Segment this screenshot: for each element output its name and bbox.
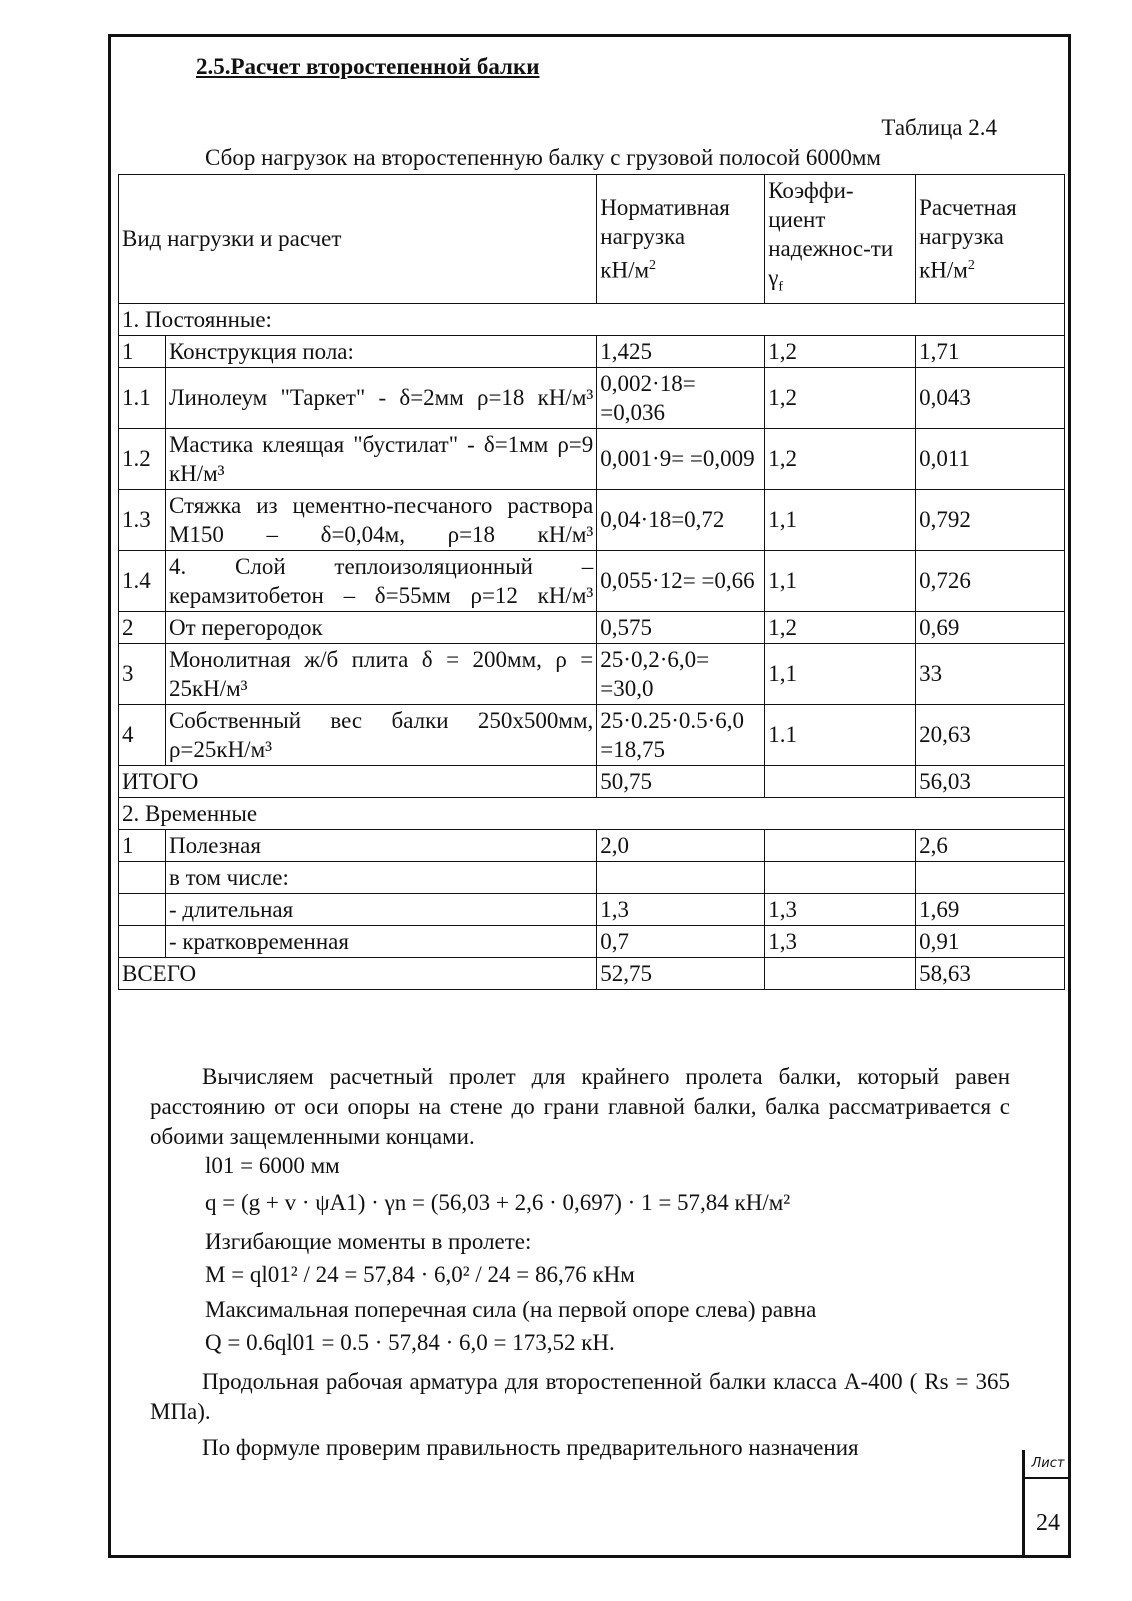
table-row	[119, 829, 1065, 861]
row-design: 20,63	[916, 704, 1065, 765]
paragraph-reinforcement: Продольная рабочая арматура для второстепенной балки класса А-400 ( Rs = 365 МПа).	[150, 1369, 1010, 1424]
section-row	[119, 797, 1065, 829]
row-coef: 1,1	[765, 643, 916, 704]
row-design: 2,6	[916, 829, 1065, 861]
row-name: Монолитная ж/б плита δ = 200мм, ρ = 25кН/м³	[165, 643, 596, 704]
section-row	[119, 303, 1065, 335]
row-num: 1.4	[119, 550, 166, 611]
row-num: 1	[119, 335, 166, 367]
row-norm: 0,002·18= =0,036	[597, 367, 765, 428]
row-name: Конструкция пола:	[165, 335, 596, 367]
row-name: 4. Слой теплоизоляционный – керамзитобетон – δ=55мм ρ=12 кН/м³	[165, 550, 596, 611]
row-design: 1,71	[916, 335, 1065, 367]
row-design	[916, 861, 1065, 893]
row-coef: 1,1	[765, 489, 916, 550]
row-coef: 1,2	[765, 611, 916, 643]
header-coef: Коэффи- циент надежнос-ти $\gamma_f$	[765, 175, 916, 304]
row-norm: 0,001·9= =0,009	[597, 428, 765, 489]
table-row	[119, 335, 1065, 367]
table-header-row	[119, 175, 1065, 304]
table-row	[119, 643, 1065, 704]
table-row	[119, 428, 1065, 489]
row-num: 1.3	[119, 489, 166, 550]
table-row	[119, 611, 1065, 643]
row-design: 1,69	[916, 893, 1065, 925]
table-caption: Сбор нагрузок на второстепенную балку с грузовой полосой 6000мм	[205, 145, 881, 170]
row-norm: 2,0	[597, 829, 765, 861]
page-number: 24	[1036, 1510, 1060, 1536]
row-num: 3	[119, 643, 166, 704]
row-num	[119, 925, 166, 957]
table-row	[119, 367, 1065, 428]
grand-total-row	[119, 957, 1065, 989]
loads-table	[118, 174, 1065, 990]
row-name: - длительная	[165, 893, 596, 925]
row-num	[119, 861, 166, 893]
row-design: 0,69	[916, 611, 1065, 643]
row-norm: 0,575	[597, 611, 765, 643]
row-norm: 25·0,2·6,0= =30,0	[597, 643, 765, 704]
row-coef: 1.1	[765, 704, 916, 765]
section-permanent: 1. Постоянные:	[119, 303, 1065, 335]
table-row	[119, 925, 1065, 957]
table-label: Таблица 2.4	[881, 115, 997, 140]
text-moments: Изгибающие моменты в пролете:	[205, 1229, 532, 1254]
row-design: 0,043	[916, 367, 1065, 428]
row-num	[119, 893, 166, 925]
row-name: Собственный вес балки 250х500мм, ρ=25кН/м³	[165, 704, 596, 765]
row-design: 0,011	[916, 428, 1065, 489]
header-normative: Нормативная нагрузка $кН/м^2$	[597, 175, 765, 304]
row-name: Линолеум "Таркет" - δ=2мм ρ=18 кН/м³	[165, 367, 596, 428]
grand-total-coef	[765, 957, 916, 989]
row-name: - кратковременная	[165, 925, 596, 957]
row-norm: 25·0.25·0.5·6,0 =18,75	[597, 704, 765, 765]
grand-total-design: 58,63	[916, 957, 1065, 989]
table-row	[119, 893, 1065, 925]
row-coef: 1,3	[765, 925, 916, 957]
formula-shear: Q = 0.6ql01 = 0.5 · 57,84 · 6,0 = 173,52 кН.	[205, 1330, 615, 1355]
row-coef: 1,2	[765, 335, 916, 367]
table-row	[119, 550, 1065, 611]
section-heading: 2.5.Расчет второстепенной балки	[196, 54, 540, 79]
row-design: 0,91	[916, 925, 1065, 957]
row-norm: 0,04·18=0,72	[597, 489, 765, 550]
row-norm: 1,425	[597, 335, 765, 367]
row-coef	[765, 829, 916, 861]
table-row	[119, 704, 1065, 765]
row-name: Мастика клеящая "бустилат" - δ=1мм ρ=9 кН/м³	[165, 428, 596, 489]
text-shear: Максимальная поперечная сила (на первой опоре слева) равна	[205, 1297, 817, 1322]
row-coef: 1,1	[765, 550, 916, 611]
section-temporary: 2. Временные	[119, 797, 1065, 829]
total-row	[119, 765, 1065, 797]
total-norm: 50,75	[597, 765, 765, 797]
row-coef	[765, 861, 916, 893]
row-num: 1.1	[119, 367, 166, 428]
row-norm: 1,3	[597, 893, 765, 925]
grand-total-label: ВСЕГО	[119, 957, 597, 989]
total-design: 56,03	[916, 765, 1065, 797]
formula-moment: M = ql01² / 24 = 57,84 · 6,0² / 24 = 86,76 кНм	[205, 1262, 635, 1287]
total-label: ИТОГО	[119, 765, 597, 797]
row-num: 2	[119, 611, 166, 643]
row-coef: 1,2	[765, 367, 916, 428]
table-row	[119, 861, 1065, 893]
paragraph-check: По формуле проверим правильность предварительного назначения	[202, 1435, 859, 1460]
header-kind: Вид нагрузки и расчет	[119, 175, 597, 304]
row-norm	[597, 861, 765, 893]
row-name: Полезная	[165, 829, 596, 861]
formula-span-length: l01 = 6000 мм	[205, 1153, 340, 1178]
row-name: От перегородок	[165, 611, 596, 643]
header-design: Расчетная нагрузка $кН/м^2$	[916, 175, 1065, 304]
row-design: 33	[916, 643, 1065, 704]
row-coef: 1,3	[765, 893, 916, 925]
table-row	[119, 489, 1065, 550]
paragraph-span: Вычисляем расчетный пролет для крайнего пролета балки, который равен расстоянию от оси опоры на стене до грани главной балки, балка рассматривается с обоими защемленными концами.	[150, 1064, 1010, 1149]
stamp-label: Лист	[1025, 1450, 1071, 1479]
row-name: Стяжка из цементно-песчаного раствора М150 – δ=0,04м, ρ=18 кН/м³	[165, 489, 596, 550]
row-coef: 1,2	[765, 428, 916, 489]
formula-load: q = (g + v · ψA1) · γn = (56,03 + 2,6 · 0,697) · 1 = 57,84 кН/м²	[205, 1190, 791, 1215]
row-norm: 0,7	[597, 925, 765, 957]
row-design: 0,726	[916, 550, 1065, 611]
row-name: в том числе:	[165, 861, 596, 893]
row-num: 1	[119, 829, 166, 861]
row-num: 1.2	[119, 428, 166, 489]
row-num: 4	[119, 704, 166, 765]
row-design: 0,792	[916, 489, 1065, 550]
sheet-stamp	[1022, 1450, 1071, 1558]
row-norm: 0,055·12= =0,66	[597, 550, 765, 611]
grand-total-norm: 52,75	[597, 957, 765, 989]
total-coef	[765, 765, 916, 797]
